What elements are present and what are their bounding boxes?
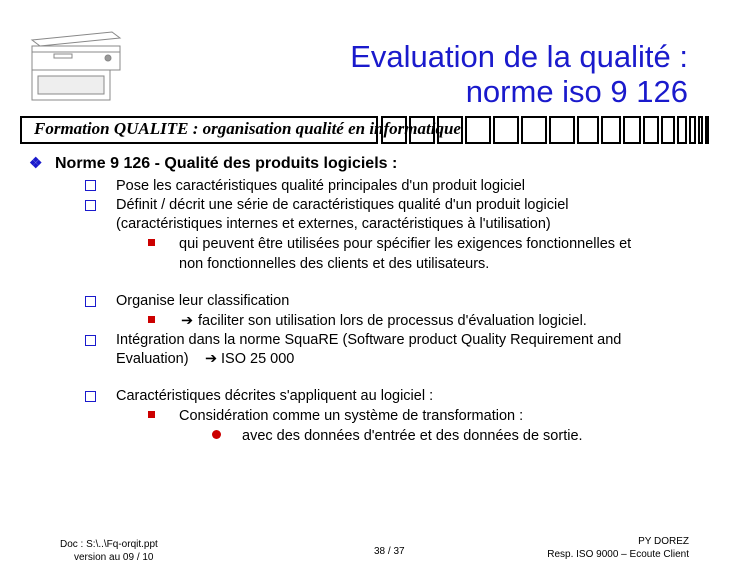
- square-bullet-icon: [148, 411, 155, 418]
- section-heading: Norme 9 126 - Qualité des produits logiciels :: [55, 155, 398, 172]
- page-title-line-2: norme iso 9 126: [465, 74, 688, 109]
- list-item-continuation: Evaluation): [116, 351, 189, 367]
- checkbox-bullet-icon: [85, 180, 96, 191]
- checkbox-bullet-icon: [85, 296, 96, 307]
- diamond-bullet-icon: ❖: [29, 155, 43, 172]
- list-item: Pose les caractéristiques qualité principales d'un produit logiciel: [116, 178, 525, 194]
- checkbox-bullet-icon: [85, 391, 96, 402]
- banner-text: Formation QUALITE : organisation qualité en informatique: [34, 119, 461, 138]
- checkbox-bullet-icon: [85, 200, 96, 211]
- arrow-icon: ➔: [181, 313, 194, 329]
- dot-bullet-icon: [212, 430, 221, 439]
- checkbox-bullet-icon: [85, 335, 96, 346]
- iso-reference: ISO 25 000: [221, 351, 295, 367]
- arrow-icon: ➔: [205, 351, 218, 367]
- footer-doc-path: Doc : S:\..\Fq-orqit.ppt: [60, 539, 158, 550]
- list-item: Organise leur classification: [116, 293, 290, 309]
- printer-logo-icon: [24, 24, 124, 104]
- list-item: Définit / décrit une série de caractéristiques qualité d'un produit logiciel: [116, 197, 569, 213]
- list-item: Caractéristiques décrites s'appliquent au logiciel :: [116, 388, 434, 404]
- footer-page-number: 38 / 37: [374, 546, 405, 557]
- sub-list-item-continuation: non fonctionnelles des clients et des utilisateurs.: [179, 256, 490, 272]
- footer-role: Resp. ISO 9000 – Ecoute Client: [547, 549, 689, 560]
- sub-list-item: qui peuvent être utilisées pour spécifier les exigences fonctionnelles et: [179, 236, 632, 252]
- list-item: Intégration dans la norme SquaRE (Software product Quality Requirement and: [116, 332, 622, 348]
- square-bullet-icon: [148, 239, 155, 246]
- sub-list-item: faciliter son utilisation lors de processus d'évaluation logiciel.: [198, 313, 587, 329]
- list-item-continuation: (caractéristiques internes et externes, caractéristiques à l'utilisation): [116, 216, 551, 232]
- sub-list-item: Considération comme un système de transformation :: [179, 408, 524, 424]
- sub-sub-list-item: avec des données d'entrée et des données de sortie.: [242, 428, 583, 444]
- footer-author: PY DOREZ: [638, 536, 689, 547]
- footer-version: version au 09 / 10: [74, 552, 154, 563]
- square-bullet-icon: [148, 316, 155, 323]
- page-title-line-1: Evaluation de la qualité :: [350, 39, 688, 74]
